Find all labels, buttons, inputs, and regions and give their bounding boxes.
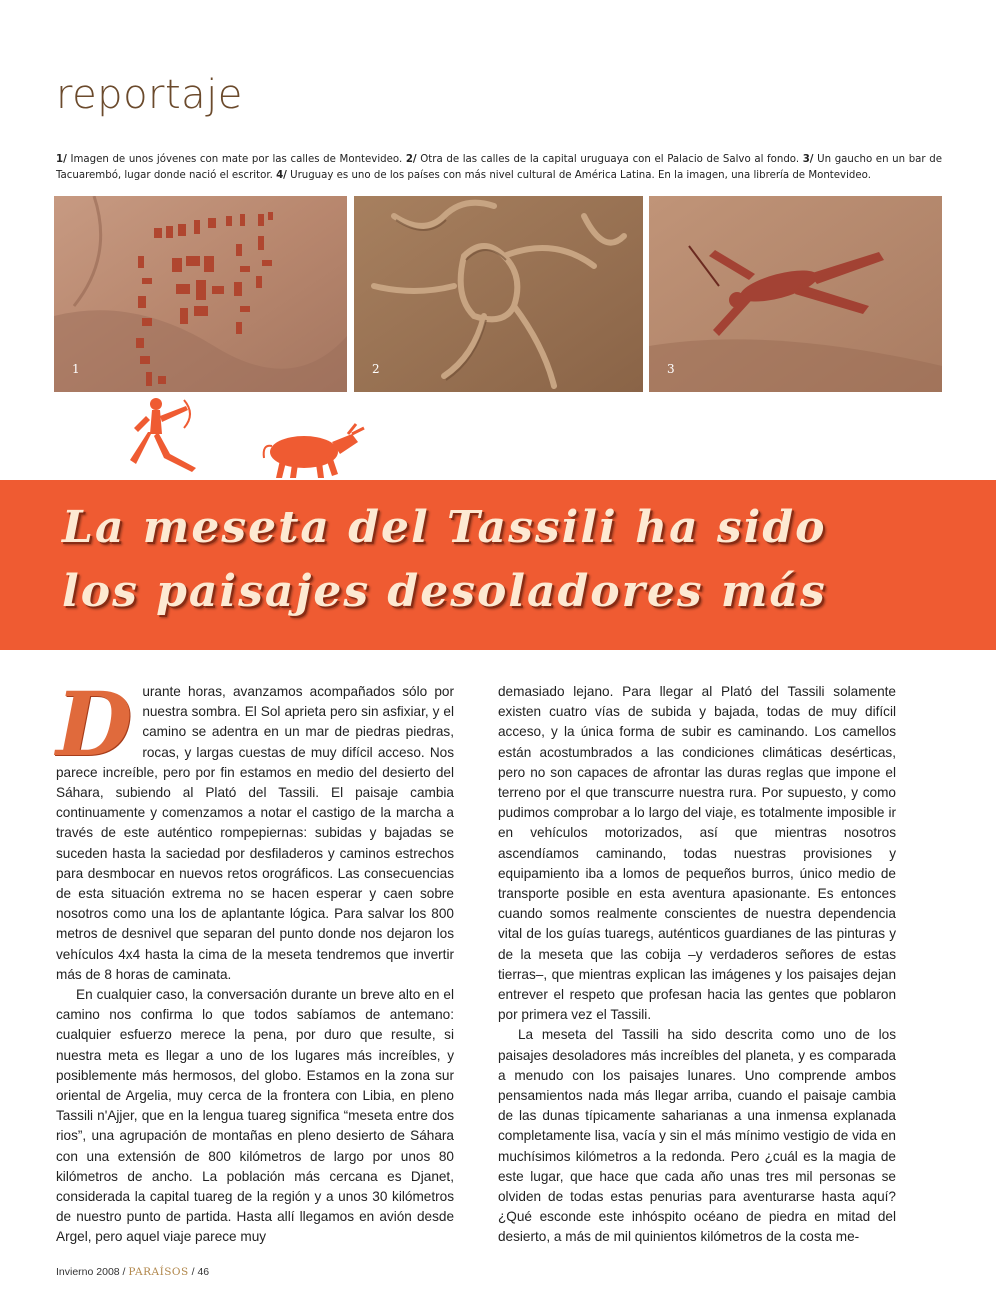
rock-carving-image [354, 196, 643, 392]
photo-number: 1 [72, 362, 80, 376]
caption-text: Uruguay es uno de los países con más nivel cultural de América Latina. En la imagen, una librería de Montevideo. [286, 170, 871, 181]
article-paragraph: En cualquier caso, la conversación durante un breve alto en el camino nos confirma lo que todos sabíamos de antemano: cualquier esfuerzo merece la pena, por duro que resulte, si nuestra meta es llegar a uno de los lugares más increíbles, y posiblemente más hermosos, del globo. Estamos en la zona sur oriental de Argelia, muy cerca de la frontera con Libia, en pleno Tassili n'Ajjer, que en la lengua tuareg significa “meseta entre dos rios”, una agrupación de montañas en pleno desierto de Sáhara con una extensión de 800 kilómetros de largo por unos 80 kilómetros de ancho. La población más cercana es Djanet, considerada la capital tuareg de la región y a unos 30 kilómetros de nuestro punto de partida. Hasta allí llegamos en avión desde Argel, pero aquel viaje parece muy [56, 987, 454, 1245]
headline-line-2: los paisajes desoladores más [62, 566, 827, 617]
article-paragraph [56, 672, 454, 985]
photo-rock-carving [354, 196, 643, 392]
caption-number: 1/ [56, 154, 67, 165]
caption-text: Otra de las calles de la capital uruguaya con el Palacio de Salvo al fondo. [416, 154, 803, 165]
rock-painting-image [649, 196, 942, 392]
article-column-left [56, 672, 454, 1248]
photo-rock-glyphs [54, 196, 347, 392]
caption-number: 3/ [802, 154, 814, 165]
article-column-right [498, 682, 896, 1248]
photo-number: 2 [372, 362, 380, 376]
photo-rock-painting [649, 196, 942, 392]
article-paragraph: La meseta del Tassili ha sido descrita como uno de los paisajes desoladores más increíbles del planeta, y es comparada a menudo con los paisajes lunares. Uno comprende ambos pensamientos nada más llegar arriba, cuando el paisaje cambia de las dunas típicamente saharianas a una inmensa explanada completamente lisa, vacía y sin el más mínimo vestigio de vida en muchísimos kilómetros a la redonda. Pero ¿cuál es la magia de este lugar, que hace que cada año unas tres mil personas se olviden de todas estas penurias para aventurarse hasta aquí? ¿Qué esconde este inhóspito océano de piedra en mitad del desierto, a más de mil quinientos kilómetros de la costa me- [498, 1027, 896, 1245]
footer-issue: Invierno 2008 / [56, 1266, 129, 1278]
caption-text: Un gaucho en un bar de Tacuarembó, lugar donde nació el escritor. [56, 154, 942, 181]
paragraph-text: urante horas, avanzamos acompañados sólo por nuestra sombra. El Sol aprieta pero sin asfixiar, y el camino se adentra en un mar de piedras piedras, rocas, y largas cuestas de muy difícil acceso. Nos parece increíble, pero por fin estamos en medio del desierto del Sáhara, subiendo al Plató del Tassili. El paisaje cambia continuamente y comenzamos a notar el castigo de la marcha a través de este auténtico rompepiernas: subidas y bajadas se suceden hasta la saciedad por desfiladeros y caminos estrechos para desmbocar en nuevos retos orográficos. Las consecuencias de esta situación extrema no se hacen esperar y caen sobre nosotros como una los de aplantante lógica. Para salvar los 800 metros de desnivel que separan del punto donde nos dejaron los vehículos 4x4 hasta la cima de la meseta tendremos que invertir más de 8 horas de caminata. [56, 684, 454, 982]
caption-number: 4/ [276, 170, 287, 181]
section-title: reportaje [56, 72, 243, 118]
photo-captions [56, 152, 942, 184]
hunter-figure [130, 398, 196, 472]
magazine-brand: PARAÍSOS [128, 1266, 189, 1278]
caption-text: Imagen de unos jóvenes con mate por las calles de Montevideo. [66, 154, 406, 165]
page-number: / 46 [188, 1266, 210, 1278]
headline [62, 496, 982, 624]
photo-number: 3 [667, 362, 675, 376]
rock-art-figures [126, 394, 376, 480]
page-footer [56, 1266, 209, 1278]
bull-figure [264, 424, 364, 478]
drop-cap: D [56, 672, 133, 776]
headline-line-1: La meseta del Tassili ha sido [62, 502, 827, 553]
caption-number: 2/ [405, 154, 417, 165]
rock-glyphs-image [54, 196, 347, 392]
article-paragraph: demasiado lejano. Para llegar al Plató del Tassili solamente existen cuatro vías de subida y bajada, todas de muy difícil acceso, y la única forma de subir es caminando. Los camellos están acostumbrados a las condiciones climáticas desérticas, pero no son capaces de afrontar las duras reglas que impone el terreno por el que transcurre nuestra rura. Por supuesto, y como pudimos comprobar a lo largo del viaje, es totalmente imposible ir en vehículos motorizados, así que mientras nosotros ascendíamos caminando, todas nuestras provisiones y equipamiento iba a lomos de pequeños burros, único medio de transporte posible en esta aventura apasionante. Es entonces cuando somos realmente conscientes de nuestra dependencia vital de los guías tuaregs, auténticos guardianes de las pinturas y de la meseta que las cobija –y verdaderos señores de estas tierras–, que mientras explican las imágenes y los paisajes dejan entrever el respeto que profesan hacia las gentes que poblaron por primera vez el Tassili. [498, 684, 896, 1023]
